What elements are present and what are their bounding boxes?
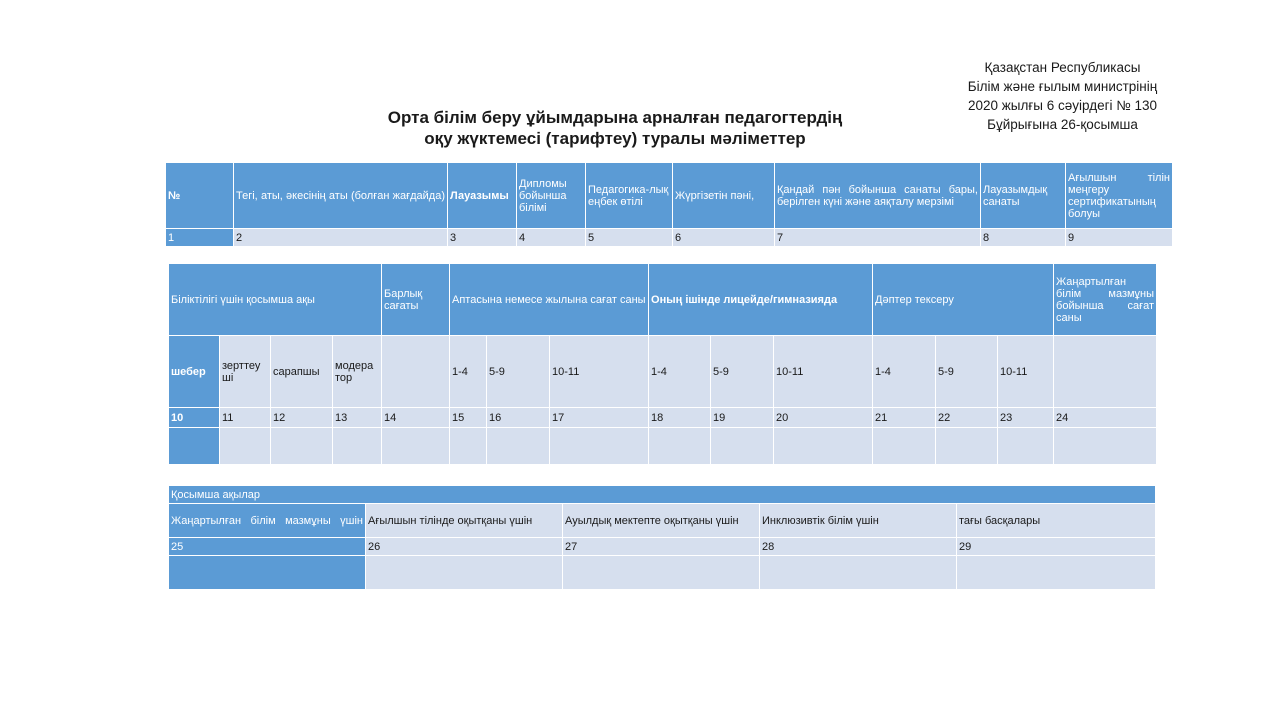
- empty-cell: [382, 428, 450, 465]
- header-cell-total-hours: Барлық сағаты: [382, 264, 450, 336]
- empty-cell: [760, 556, 957, 590]
- empty-cell: [550, 428, 649, 465]
- header-cell-full-name: Тегі, аты, әкесінің аты (болған жағдайда): [234, 163, 448, 229]
- header-cell-job-category: Лауазымдық санаты: [981, 163, 1066, 229]
- header-cell-inclusive-education: Инклюзивтік білім үшін: [760, 504, 957, 538]
- annex-note-line: Қазақстан Республикасы: [984, 60, 1141, 75]
- annex-note-line: Бұйрығына 26-қосымша: [987, 117, 1138, 132]
- header-cell-others: тағы басқалары: [957, 504, 1156, 538]
- header-cell-english-teaching: Ағылшын тілінде оқытқаны үшін: [366, 504, 563, 538]
- header-cell-position: Лауазымы: [448, 163, 517, 229]
- empty-cell: [1054, 428, 1157, 465]
- empty-cell: [873, 428, 936, 465]
- column-number-cell: 12: [271, 408, 333, 428]
- column-number-cell: 29: [957, 538, 1156, 556]
- subheader-cell-zertteushi: зерттеу ші: [220, 336, 271, 408]
- subheader-cell-grade: 10-11: [774, 336, 873, 408]
- header-cell-weekly-hours: Аптасына немесе жылына сағат саны: [450, 264, 649, 336]
- header-cell-number: №: [166, 163, 234, 229]
- subheader-cell-sheber: шебер: [169, 336, 220, 408]
- column-number-cell: 8: [981, 229, 1066, 247]
- workload-table: [168, 263, 1157, 465]
- subheader-cell-grade: 1-4: [450, 336, 487, 408]
- empty-cell: [366, 556, 563, 590]
- header-cell-updated-content-hours: Жаңартылған білім мазмұны бойынша сағат саны: [1054, 264, 1157, 336]
- header-cell-lyceum: Оның ішінде лицейде/гимназияда: [649, 264, 873, 336]
- header-cell-rural-school: Ауылдық мектепте оқытқаны үшін: [563, 504, 760, 538]
- table-row: [169, 556, 1156, 590]
- empty-cell: [333, 428, 382, 465]
- empty-cell: [957, 556, 1156, 590]
- header-cell-notebook-check: Дәптер тексеру: [873, 264, 1054, 336]
- column-number-cell: 16: [487, 408, 550, 428]
- column-number-cell: 2: [234, 229, 448, 247]
- annex-note: [945, 58, 1180, 134]
- document-title-line: Орта білім беру ұйымдарына арналған педагогтердің: [387, 108, 843, 127]
- header-cell-updated-content: Жаңартылған білім мазмұны үшін: [169, 504, 366, 538]
- column-number-cell: 23: [998, 408, 1054, 428]
- subheader-cell-grade: 5-9: [936, 336, 998, 408]
- table-subheader-row: [169, 504, 1156, 538]
- subheader-cell-empty: [1054, 336, 1157, 408]
- column-number-cell: 21: [873, 408, 936, 428]
- header-cell-subject: Жүргізетін пәні,: [673, 163, 775, 229]
- empty-cell: [936, 428, 998, 465]
- subheader-cell-grade: 10-11: [998, 336, 1054, 408]
- empty-cell: [774, 428, 873, 465]
- column-number-cell: 13: [333, 408, 382, 428]
- empty-cell: [563, 556, 760, 590]
- column-number-cell: 28: [760, 538, 957, 556]
- table-header-row: [169, 486, 1156, 504]
- table-header-row: [166, 163, 1173, 229]
- annex-note-line: Білім және ғылым министрінің: [967, 79, 1158, 94]
- column-number-cell: 11: [220, 408, 271, 428]
- column-number-cell: 24: [1054, 408, 1157, 428]
- header-cell-qualification-pay: Біліктілігі үшін қосымша ақы: [169, 264, 382, 336]
- column-number-cell: 15: [450, 408, 487, 428]
- column-number-cell: 27: [563, 538, 760, 556]
- subheader-cell-sarapshy: сарапшы: [271, 336, 333, 408]
- table-row: [166, 229, 1173, 247]
- table-row: [169, 408, 1157, 428]
- column-number-cell: 19: [711, 408, 774, 428]
- subheader-cell-grade: 5-9: [487, 336, 550, 408]
- subheader-cell-grade: 5-9: [711, 336, 774, 408]
- empty-cell: [649, 428, 711, 465]
- table-row: [169, 538, 1156, 556]
- column-number-cell: 4: [517, 229, 586, 247]
- subheader-cell-grade: 10-11: [550, 336, 649, 408]
- column-number-cell: 20: [774, 408, 873, 428]
- header-cell-education: Дипломы бойынша білімі: [517, 163, 586, 229]
- header-cell-additional-pay: Қосымша ақылар: [169, 486, 1156, 504]
- document-title: [330, 107, 900, 149]
- subheader-cell-grade: 1-4: [873, 336, 936, 408]
- column-number-cell: 3: [448, 229, 517, 247]
- column-number-cell: 26: [366, 538, 563, 556]
- column-number-cell: 14: [382, 408, 450, 428]
- column-number-cell: 7: [775, 229, 981, 247]
- column-number-cell: 6: [673, 229, 775, 247]
- column-number-cell: 9: [1066, 229, 1173, 247]
- teacher-info-table: [165, 162, 1173, 247]
- column-number-cell: 5: [586, 229, 673, 247]
- header-cell-experience: Педагогика-лық еңбек өтілі: [586, 163, 673, 229]
- header-cell-english-certificate: Ағылшын тілін меңгеру сертификатының болуы: [1066, 163, 1173, 229]
- column-number-cell: 17: [550, 408, 649, 428]
- column-number-cell: 1: [166, 229, 234, 247]
- table-header-row: [169, 264, 1157, 336]
- table-row: [169, 428, 1157, 465]
- subheader-cell-moderator: модера тор: [333, 336, 382, 408]
- header-cell-category: Қандай пән бойынша санаты бары, берілген күні және аяқталу мерзімі: [775, 163, 981, 229]
- empty-cell: [711, 428, 774, 465]
- column-number-cell: 18: [649, 408, 711, 428]
- document-title-line: оқу жүктемесі (тарифтеу) туралы мәліметтер: [424, 129, 806, 148]
- empty-cell: [487, 428, 550, 465]
- empty-cell: [450, 428, 487, 465]
- subheader-cell-grade: 1-4: [649, 336, 711, 408]
- empty-cell: [998, 428, 1054, 465]
- empty-cell: [220, 428, 271, 465]
- subheader-cell-empty: [382, 336, 450, 408]
- additional-pay-table: [168, 485, 1156, 590]
- empty-cell: [271, 428, 333, 465]
- column-number-cell: 25: [169, 538, 366, 556]
- column-number-cell: 10: [169, 408, 220, 428]
- column-number-cell: 22: [936, 408, 998, 428]
- annex-note-line: 2020 жылғы 6 сәуірдегі № 130: [967, 98, 1158, 113]
- table-subheader-row: [169, 336, 1157, 408]
- empty-cell: [169, 428, 220, 465]
- empty-cell: [169, 556, 366, 590]
